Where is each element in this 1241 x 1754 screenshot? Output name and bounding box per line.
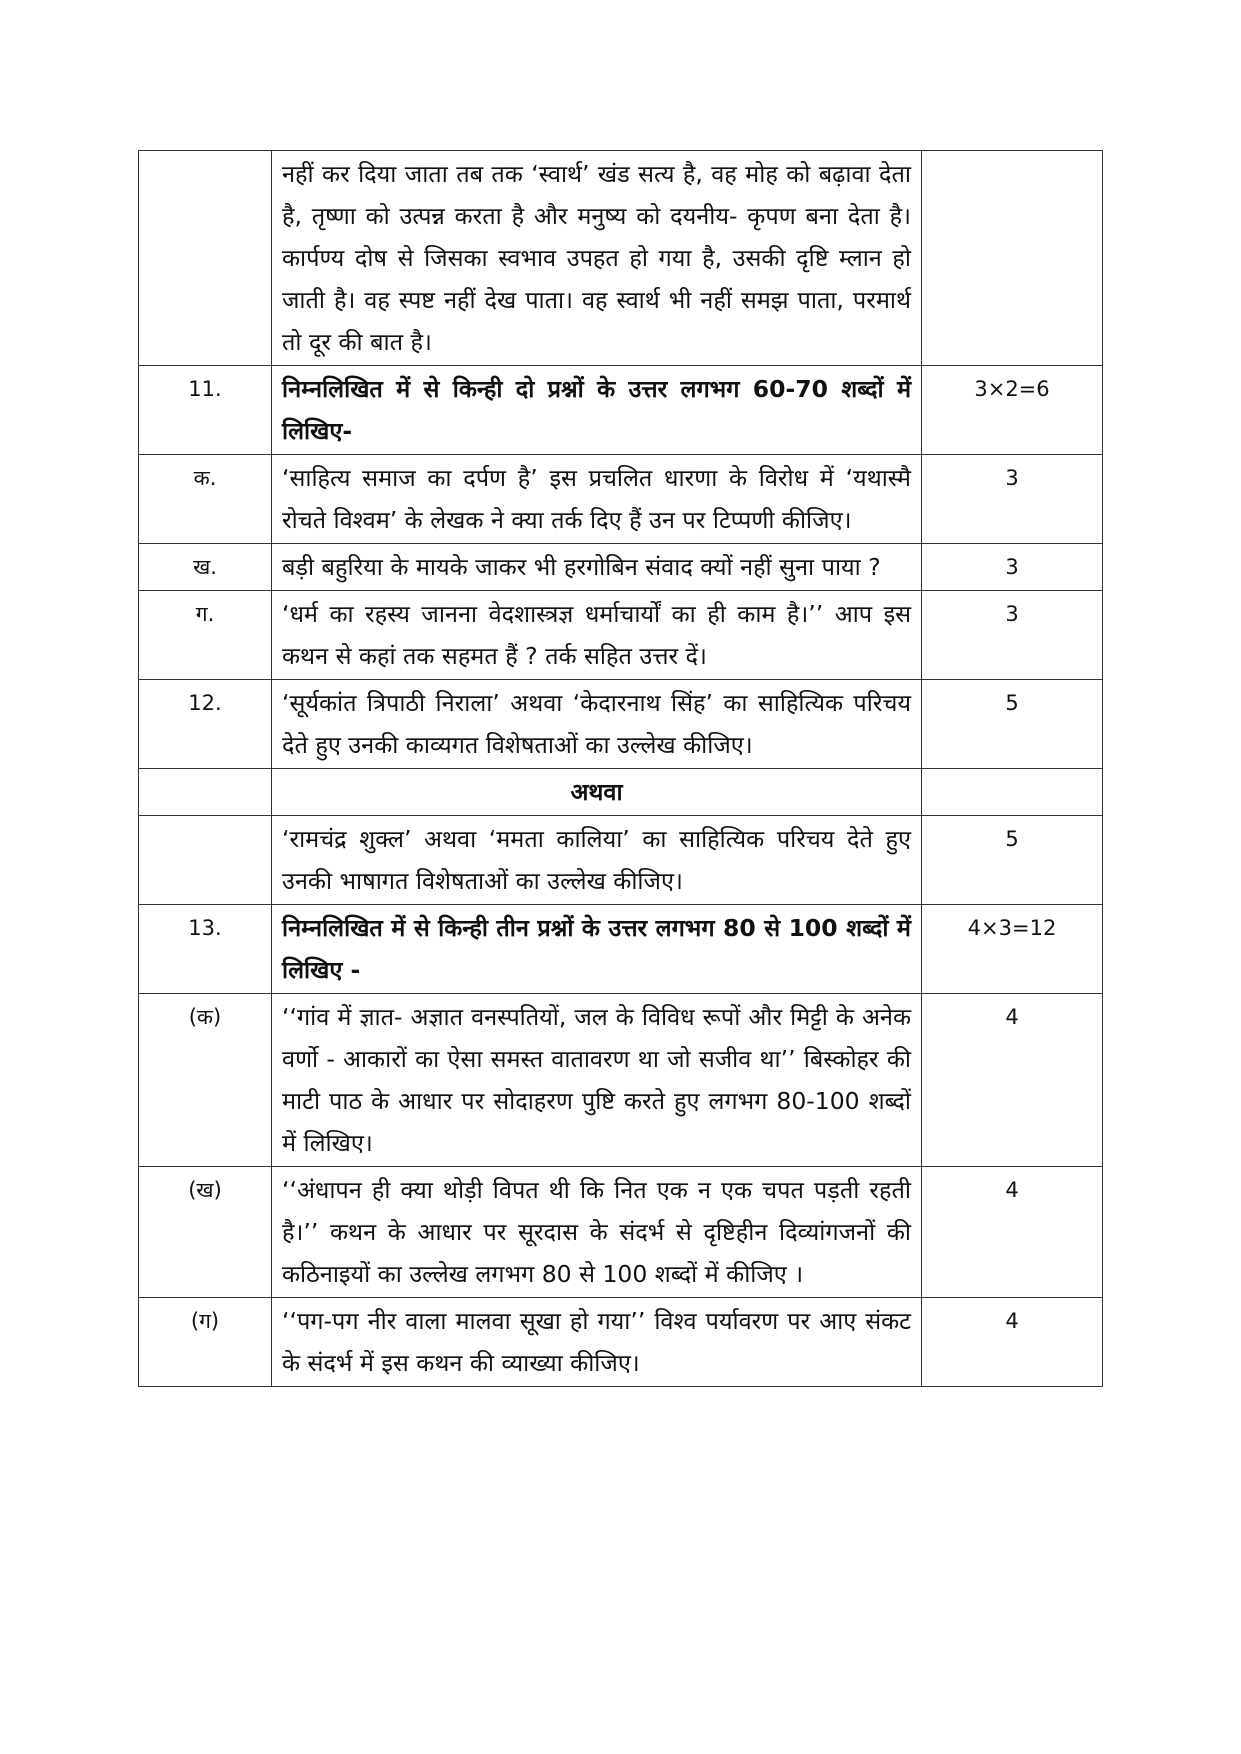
alternative-question-text: ‘रामचंद्र शुक्ल’ अथवा ‘ममता कालिया’ का साहित्यिक परिचय देते हुए उनकी भाषागत विशेषताओं का उल्लेख कीजिए। [272,816,922,905]
question-number: 11. [139,366,272,455]
table-row [139,591,1103,680]
marks-cell [922,769,1103,816]
question-marks: 4×3=12 [922,905,1103,994]
sub-question-text: ‘‘अंधापन ही क्या थोड़ी विपत थी कि नित एक न एक चपत पड़ती रहती है।’’ कथन के आधार पर सूरदास के संदर्भ से दृष्टिहीन दिव्यांगजनों की कठिनाइयों का उल्लेख लगभग 80 से 100 शब्दों में कीजिए । [272,1167,922,1298]
sub-question-label: ख. [139,544,272,591]
marks-cell [922,151,1103,366]
table-row [139,905,1103,994]
table-row [139,455,1103,544]
table-row [139,151,1103,366]
table-row [139,544,1103,591]
sub-question-marks: 4 [922,1298,1103,1387]
question-instruction: निम्नलिखित में से किन्ही दो प्रश्नों के उत्तर लगभग 60-70 शब्दों में लिखिए- [272,366,922,455]
question-marks: 5 [922,680,1103,769]
question-marks: 3×2=6 [922,366,1103,455]
sub-question-label: (ग) [139,1298,272,1387]
question-number-cell [139,816,272,905]
sub-question-text: ‘धर्म का रहस्य जानना वेदशास्त्रज्ञ धर्माचार्यों का ही काम है।’’ आप इस कथन से कहां तक सहमत हैं ? तर्क सहित उत्तर दें। [272,591,922,680]
sub-question-label: (ख) [139,1167,272,1298]
sub-question-marks: 3 [922,544,1103,591]
sub-question-text: ‘‘पग-पग नीर वाला मालवा सूखा हो गया’’ विश्व पर्यावरण पर आए संकट के संदर्भ में इस कथन की व्याख्या कीजिए। [272,1298,922,1387]
question-paper-table [138,150,1103,1387]
sub-question-text: ‘‘गांव में ज्ञात- अज्ञात वनस्पतियों, जल के विविध रूपों और मिट्टी के अनेक वर्णो - आकारों का ऐसा समस्त वातावरण था जो सजीव था’’ बिस्कोहर की माटी पाठ के आधार पर सोदाहरण पुष्टि करते हुए लगभग 80-100 शब्दों में लिखिए। [272,994,922,1167]
table-row [139,816,1103,905]
sub-question-marks: 3 [922,591,1103,680]
sub-question-label: ग. [139,591,272,680]
sub-question-label: (क) [139,994,272,1167]
table-row [139,1167,1103,1298]
table-row [139,680,1103,769]
sub-question-label: क. [139,455,272,544]
sub-question-text: ‘साहित्य समाज का दर्पण है’ इस प्रचलित धारणा के विरोध में ‘यथास्मै रोचते विश्वम’ के लेखक ने क्या तर्क दिए हैं उन पर टिप्पणी कीजिए। [272,455,922,544]
question-number: 13. [139,905,272,994]
question-text: ‘सूर्यकांत त्रिपाठी निराला’ अथवा ‘केदारनाथ सिंह’ का साहित्यिक परिचय देते हुए उनकी काव्यगत विशेषताओं का उल्लेख कीजिए। [272,680,922,769]
or-divider: अथवा [272,769,922,816]
table-row [139,769,1103,816]
table-row [139,1298,1103,1387]
question-number: 12. [139,680,272,769]
table-row [139,994,1103,1167]
table-row [139,366,1103,455]
sub-question-marks: 4 [922,994,1103,1167]
sub-question-text: बड़ी बहुरिया के मायके जाकर भी हरगोबिन संवाद क्यों नहीं सुना पाया ? [272,544,922,591]
alternative-question-marks: 5 [922,816,1103,905]
question-instruction: निम्नलिखित में से किन्ही तीन प्रश्नों के उत्तर लगभग 80 से 100 शब्दों में लिखिए - [272,905,922,994]
sub-question-marks: 3 [922,455,1103,544]
question-number-cell [139,151,272,366]
passage-continuation: नहीं कर दिया जाता तब तक ‘स्वार्थ’ खंड सत्य है, वह मोह को बढ़ावा देता है, तृष्णा को उत्पन्न करता है और मनुष्य को दयनीय- कृपण बना देता है। कार्पण्य दोष से जिसका स्वभाव उपहत हो गया है, उसकी दृष्टि म्लान हो जाती है। वह स्पष्ट नहीं देख पाता। वह स्वार्थ भी नहीं समझ पाता, परमार्थ तो दूर की बात है। [272,151,922,366]
sub-question-marks: 4 [922,1167,1103,1298]
question-number-cell [139,769,272,816]
